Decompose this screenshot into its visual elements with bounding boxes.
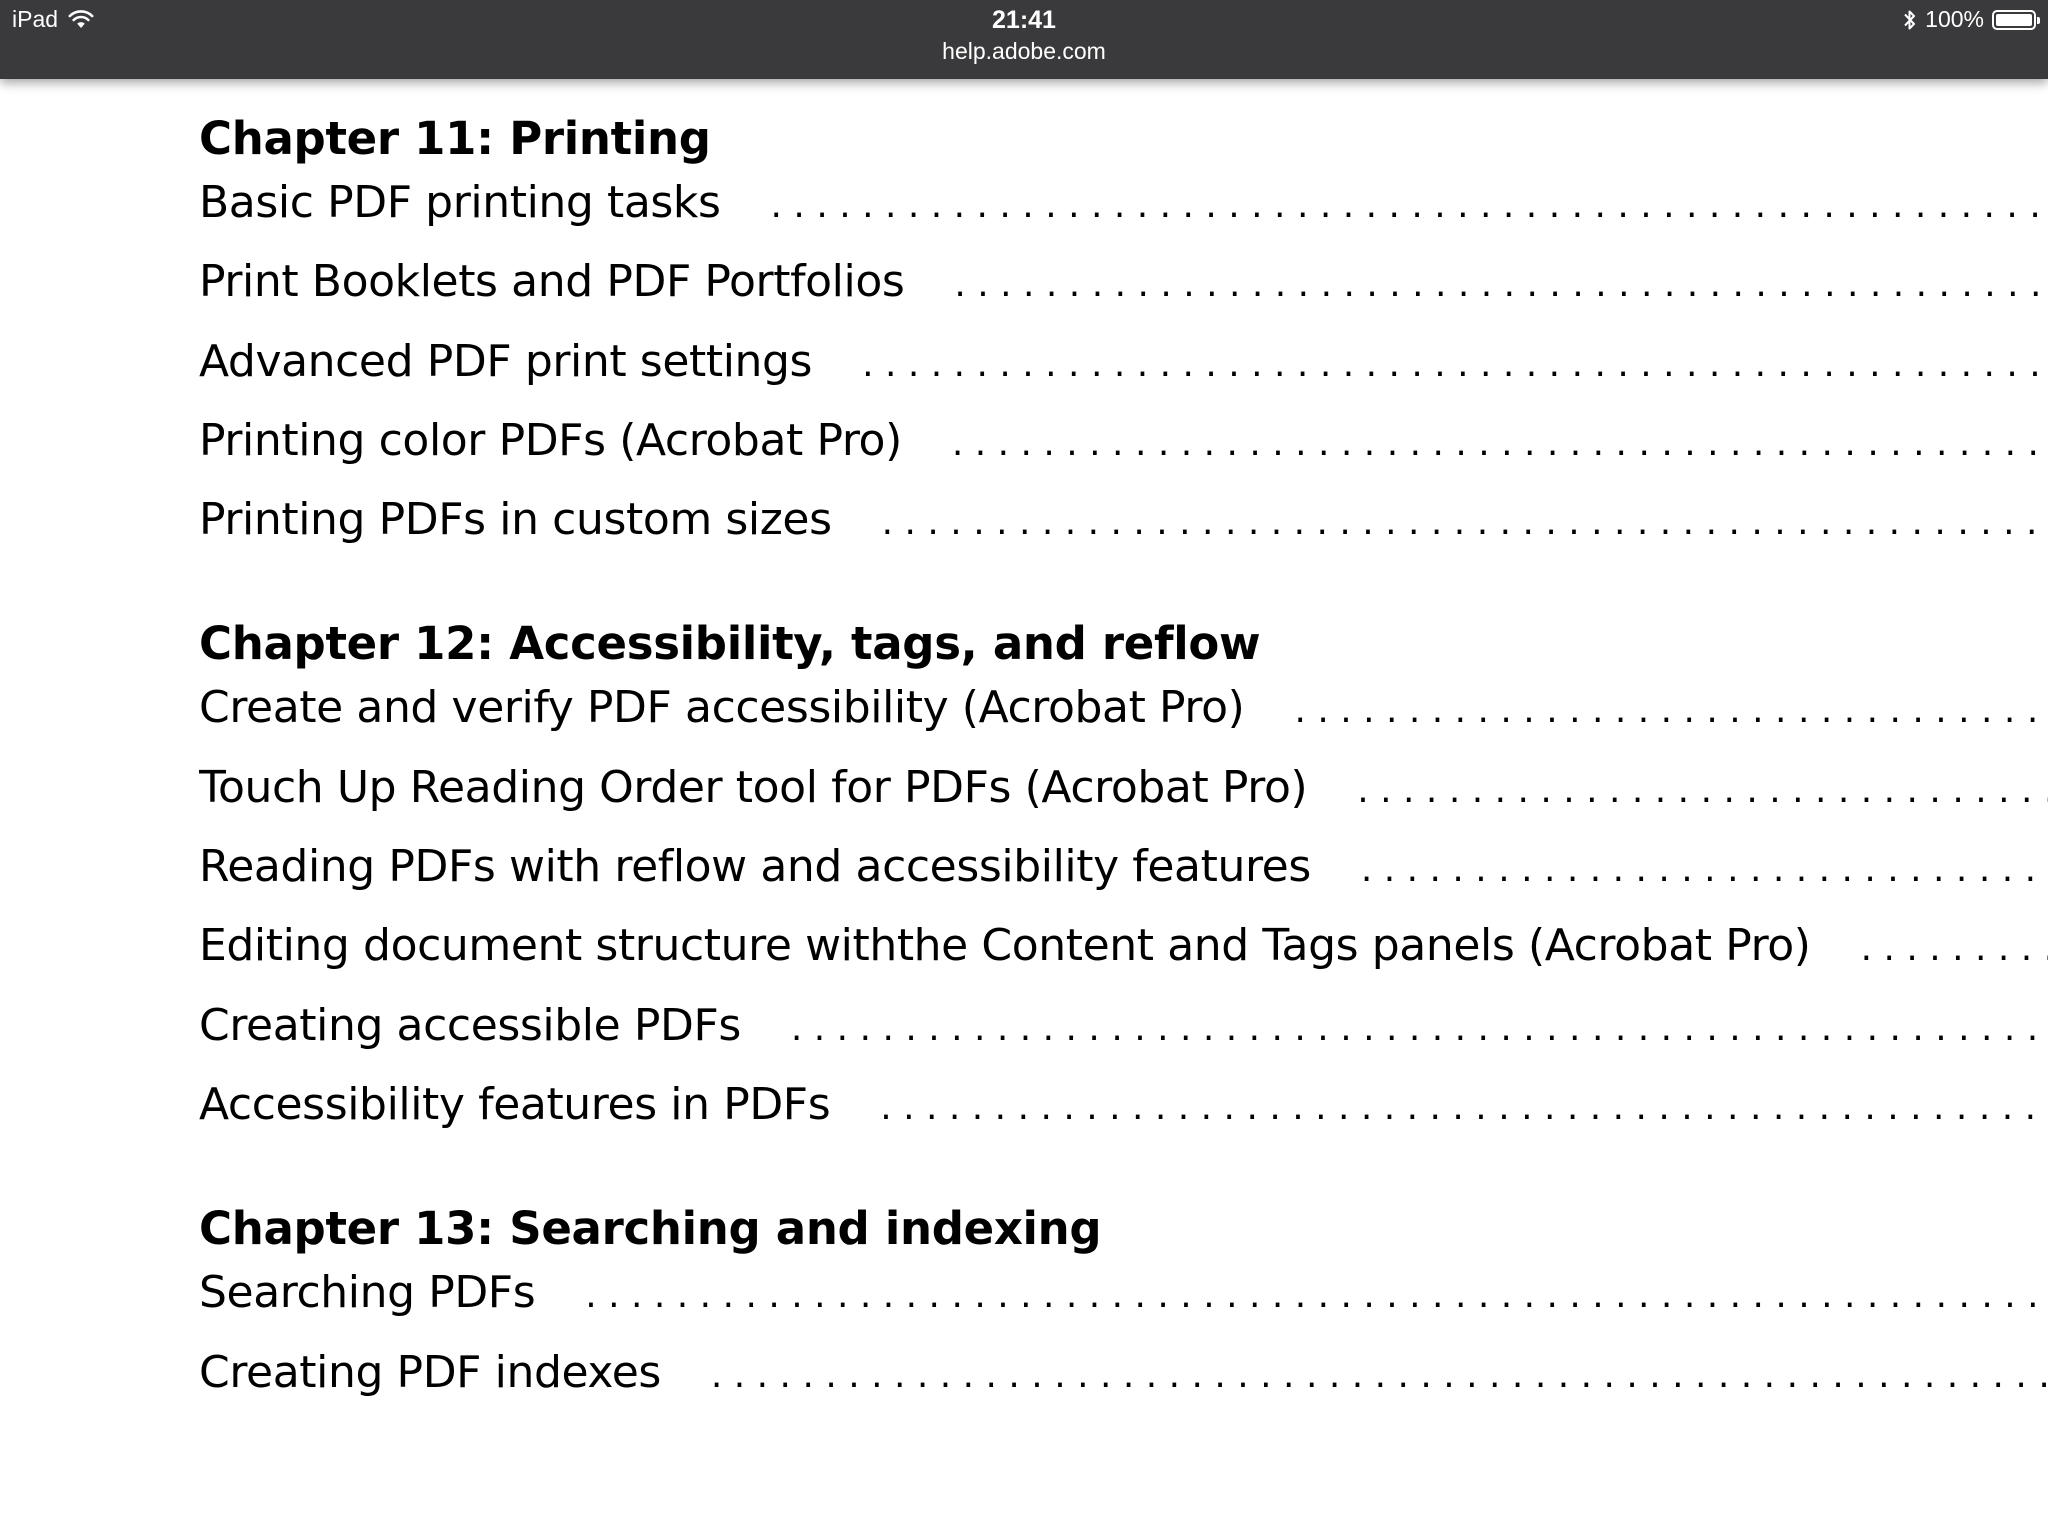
toc-entry[interactable]	[199, 1333, 2048, 1412]
toc-entry[interactable]	[199, 986, 2048, 1065]
chapter-title[interactable]: Chapter 12: Accessibility, tags, and reflow	[199, 617, 1261, 671]
battery-icon	[1992, 10, 2036, 30]
status-bar	[0, 0, 2048, 79]
table-of-contents	[199, 107, 2048, 1465]
toc-entry[interactable]	[199, 401, 2048, 480]
toc-entry-label: Creating PDF indexes	[199, 1346, 661, 1398]
chapter-title[interactable]: Chapter 13: Searching and indexing	[199, 1202, 1102, 1256]
dot-leader	[954, 245, 2048, 321]
battery-percent: 100%	[1925, 6, 1984, 32]
bluetooth-icon	[1903, 8, 1917, 32]
address-url[interactable]: help.adobe.com	[942, 38, 1106, 64]
dot-leader	[585, 1256, 2048, 1332]
toc-entry[interactable]	[199, 748, 2048, 827]
dot-leader	[711, 1336, 2048, 1412]
dot-leader	[1294, 671, 2048, 747]
device-name: iPad	[12, 6, 59, 32]
toc-entry[interactable]	[199, 163, 2048, 242]
status-time: 21:41	[992, 6, 1056, 34]
dot-leader	[862, 325, 2048, 401]
toc-entry-label: Reading PDFs with reflow and accessibility features	[199, 841, 1311, 893]
toc-entry[interactable]	[199, 1253, 2048, 1332]
dot-leader	[791, 989, 2048, 1065]
dot-leader	[1357, 751, 2048, 827]
toc-entry-label: Advanced PDF print settings	[199, 335, 813, 387]
toc-entry-label: Print Booklets and PDF Portfolios	[199, 256, 905, 308]
toc-entry-label: Printing color PDFs (Acrobat Pro)	[199, 414, 902, 466]
toc-entry-label: Basic PDF printing tasks	[199, 177, 721, 228]
chapter-11	[199, 107, 2048, 559]
toc-entry-label: Accessibility features in PDFs	[199, 1078, 831, 1130]
toc-entry-label: Searching PDFs	[199, 1267, 536, 1319]
toc-entry[interactable]	[199, 668, 2048, 747]
chapter-12	[199, 612, 2048, 1144]
document-page[interactable]	[0, 79, 2048, 1536]
chapter-title[interactable]: Chapter 11: Printing	[199, 112, 711, 165]
toc-entry[interactable]	[199, 906, 2048, 985]
toc-entry-label: Creating accessible PDFs	[199, 999, 741, 1051]
dot-leader	[771, 166, 2048, 242]
dot-leader	[952, 404, 2048, 480]
status-center	[0, 4, 2048, 66]
dot-leader	[1861, 909, 2048, 985]
toc-entry[interactable]	[199, 480, 2048, 559]
dot-leader	[880, 1068, 2048, 1144]
toc-entry-label: Editing document structure withthe Content and Tags panels (Acrobat Pro)	[199, 920, 1811, 972]
toc-entry[interactable]	[199, 1065, 2048, 1144]
chapter-13	[199, 1197, 2048, 1412]
toc-entry-label: Create and verify PDF accessibility (Acrobat Pro)	[199, 682, 1245, 734]
status-right	[1903, 6, 2036, 33]
toc-entry[interactable]	[199, 242, 2048, 321]
dot-leader	[882, 483, 2048, 559]
toc-entry[interactable]	[199, 827, 2048, 906]
dot-leader	[1361, 830, 2048, 906]
toc-entry[interactable]	[199, 322, 2048, 401]
toc-entry-label: Printing PDFs in custom sizes	[199, 494, 832, 546]
toc-entry-label: Touch Up Reading Order tool for PDFs (Acrobat Pro)	[199, 761, 1308, 813]
